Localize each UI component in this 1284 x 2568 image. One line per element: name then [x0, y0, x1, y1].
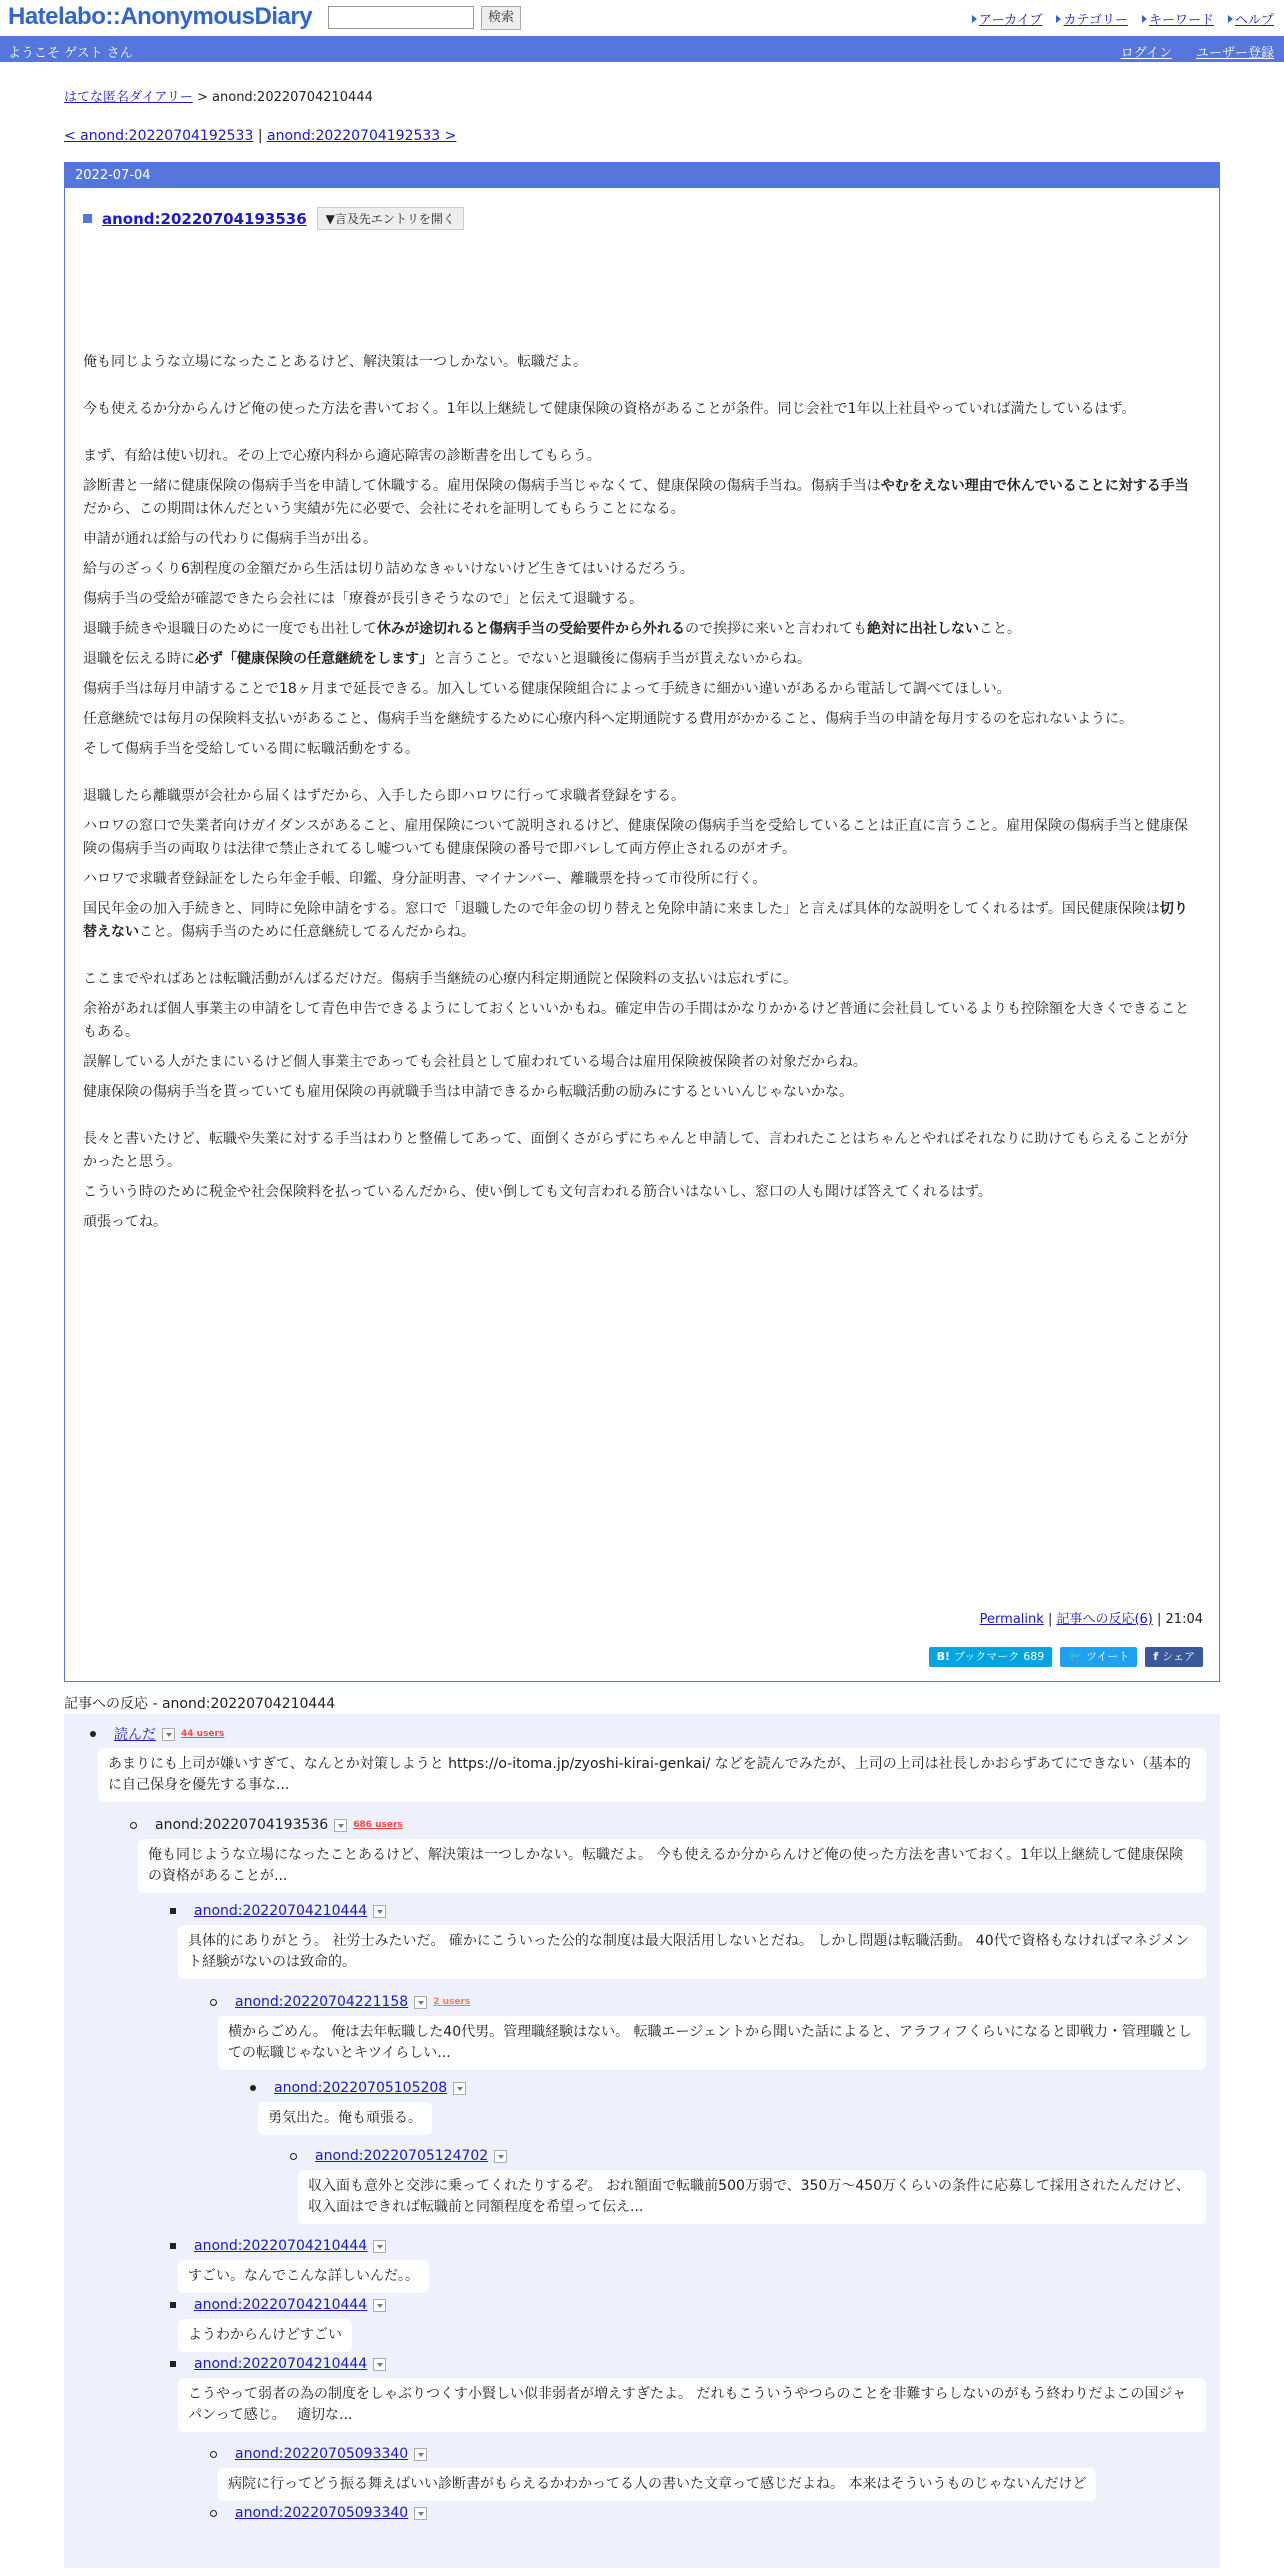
site-logo[interactable]: Hatelabo::AnonymousDiary [8, 3, 313, 30]
reaction-body: 横からごめん。 俺は去年転職した40代男。管理職経験はない。 転職エージェントから聞いた話によると、アラフィフくらいになると即戦力・管理職としての転職じゃないとキツイらしい... [218, 2016, 1206, 2070]
emphasized-text: やむをえない理由で休んでいることに対する手当 [880, 478, 1189, 494]
search-input[interactable] [328, 6, 474, 29]
entry-header [83, 207, 464, 230]
bookmark-users-badge[interactable]: 44 users [181, 1729, 225, 1739]
dropdown-menu-icon[interactable] [373, 2240, 386, 2253]
reactions-header: 記事への反応 - anond:20220704210444 [64, 1693, 1220, 1720]
entry-paragraph [83, 678, 1201, 701]
dropdown-menu-icon[interactable] [334, 1819, 347, 1832]
paragraph-text: まず、有給は使い切れ。その上で心療内科から適応障害の診断書を出してもらう。 [83, 448, 601, 464]
emphasized-text: 絶対に出社しない [867, 621, 979, 637]
breadcrumb-home[interactable]: はてな匿名ダイアリー [64, 90, 193, 105]
paragraph-text: 任意継続では毎月の保険料支払いがあること、傷病手当を継続するために心療内科へ定期通院する費用がかかること、傷病手当の申請を毎月するのを忘れないように。 [83, 711, 1133, 727]
entry-time: 21:04 [1165, 1612, 1203, 1627]
paragraph-text: 頑張ってね。 [83, 1214, 167, 1230]
dropdown-menu-icon[interactable] [162, 1728, 175, 1741]
reaction-item [170, 1901, 1206, 1970]
entry-paragraph [83, 445, 1201, 468]
list-bullet-icon [170, 2302, 176, 2308]
hatena-bookmark-icon: B! [936, 1650, 951, 1663]
reaction-title[interactable]: anond:20220705093340 [235, 2505, 409, 2521]
breadcrumb-current: anond:20220704210444 [212, 90, 373, 105]
nav-category[interactable]: カテゴリー [1056, 9, 1127, 28]
user-bar [0, 36, 1284, 62]
entry-paragraph [83, 558, 1201, 581]
dropdown-menu-icon[interactable] [373, 2299, 386, 2312]
paragraph-text: 申請が通れば給与の代わりに傷病手当が出る。 [83, 531, 377, 547]
dropdown-menu-icon[interactable] [414, 2448, 427, 2461]
dropdown-menu-icon[interactable] [414, 1996, 427, 2009]
paragraph-text: こういう時のために税金や社会保険料を払っているんだから、使い倒しても文句言われる筋合いはないし、窓口の人も聞けば答えてくれるはず。 [83, 1184, 992, 1200]
reactions-tree [64, 1714, 1220, 2568]
list-bullet-icon [210, 1999, 217, 2006]
entry-paragraph [83, 868, 1201, 891]
reaction-title[interactable]: anond:20220705105208 [274, 2080, 448, 2096]
next-entry-link[interactable]: anond:20220704192533 > [267, 128, 457, 144]
reaction-body: 収入面も意外と交渉に乗ってくれたりするぞ。 おれ額面で転職前500万弱で、350万～450万くらいの条件に応募して採用されたんだけど、収入面はできれば転職前と同額程度を希望って伝え... [298, 2170, 1206, 2224]
paragraph-text: 退職したら離職票が会社から届くはずだから、入手したら即ハロワに行って求職者登録をする。 [83, 788, 685, 804]
permalink[interactable]: Permalink [979, 1612, 1044, 1627]
paragraph-text: ハロワの窓口で失業者向けガイダンスがあること、雇用保険について説明されるけど、健康保険の傷病手当を受給していることは正直に言うこと。雇用保険の傷病手当と健康保険の傷病手当の両取りは法律で禁止されてるし嘘ついても健康保険の番号で即バレして両方停止されるのがオチ。 [83, 818, 1189, 857]
reaction-title[interactable]: anond:20220704221158 [235, 1994, 409, 2010]
twitter-bird-icon: 🐦 [1068, 1650, 1082, 1663]
nav-keyword[interactable]: キーワード [1142, 9, 1214, 28]
paragraph-text: ハロワで求職者登録証をしたら年金手帳、印鑑、身分証明書、マイナンバー、離職票を持って市役所に行く。 [83, 871, 767, 887]
reaction-title[interactable]: anond:20220704210444 [194, 2356, 368, 2372]
reaction-body: 俺も同じような立場になったことあるけど、解決策は一つしかない。転職だよ。 今も使えるか分からんけど俺の使った方法を書いておく。1年以上継続して健康保険の資格があることが... [138, 1839, 1206, 1893]
reaction-item [210, 2444, 1206, 2492]
list-bullet-icon [210, 2451, 217, 2458]
entry-footer [980, 1608, 1203, 1627]
entry-paragraph [83, 998, 1201, 1044]
entry-paragraph [83, 898, 1201, 944]
dropdown-menu-icon[interactable] [414, 2507, 427, 2520]
paragraph-text: 余裕があれば個人事業主の申請をして青色申告できるようにしておくといいかもね。確定申告の手間はかなりかかるけど普通に会社員しているよりも控除額を大きくできることもある。 [83, 1001, 1189, 1040]
square-icon [83, 214, 92, 223]
login-link[interactable]: ログイン [1120, 46, 1172, 61]
reaction-body: 病院に行ってどう振る舞えばいい診断書がもらえるかわかってる人の書いた文章って感じだよね。 本来はそういうものじゃないんだけど [218, 2468, 1096, 2501]
reaction-title[interactable]: anond:20220705093340 [235, 2446, 409, 2462]
reaction-body: 具体的にありがとう。 社労士みたいだ。 確かにこういった公的な制度は最大限活用しないとだね。 しかし問題は転職活動。 40代で資格もなければマネジメント経験がないのは致命的。 [178, 1925, 1206, 1979]
hatena-bookmark-count: 689 [1023, 1650, 1045, 1663]
paragraph-text: 誤解している人がたまにいるけど個人事業主であっても会社員として雇われている場合は雇用保険被保険者の対象だからね。 [83, 1054, 867, 1070]
reaction-body: すごい。なんでこんな詳しいんだ。。 [178, 2260, 429, 2293]
share-buttons [929, 1647, 1203, 1667]
entry-paragraph [83, 588, 1201, 611]
paragraph-text: 長々と書いたけど、転職や失業に対する手当はわりと整備してあって、面倒くさがらずにちゃんと申請して、言われたことはちゃんとやればそれなりに助けてもらえることが分かったと思う。 [83, 1131, 1189, 1170]
breadcrumb [64, 86, 373, 105]
reaction-title: anond:20220704193536 [155, 1817, 329, 1833]
emphasized-text: 休みが途切れると傷病手当の受給要件から外れる [377, 621, 685, 637]
nav-help[interactable]: ヘルプ [1228, 9, 1274, 28]
arrow-right-icon [1228, 15, 1233, 23]
dropdown-menu-icon[interactable] [494, 2150, 507, 2163]
entry-paragraph [83, 1128, 1201, 1174]
arrow-right-icon [972, 15, 977, 23]
dropdown-menu-icon[interactable] [373, 1905, 386, 1918]
reaction-body: 勇気出た。俺も頑張る。 [258, 2102, 432, 2135]
list-bullet-icon [170, 1908, 176, 1914]
reaction-item [130, 1815, 1206, 1884]
paragraph-text: 退職手続きや退職日のために一度でも出社して [83, 621, 377, 637]
reaction-item [170, 2354, 1206, 2423]
entry-paragraph [83, 618, 1201, 641]
paragraph-text: 傷病手当は毎月申請することで18ヶ月まで延長できる。加入している健康保険組合によって手続きに細かい違いがあるから電話して調べてほしい。 [83, 681, 1011, 697]
entry-paragraph [83, 1051, 1201, 1074]
register-link[interactable]: ユーザー登録 [1195, 46, 1274, 61]
facebook-share-label: シェア [1162, 1650, 1195, 1663]
reaction-title[interactable]: anond:20220705124702 [315, 2148, 489, 2164]
entry-paragraph [83, 968, 1201, 991]
entry-paragraph [83, 528, 1201, 551]
reaction-body: こうやって弱者の為の制度をしゃぶりつくす小賢しい似非弱者が増えすぎたよ。 だれもこういうやつらのことを非難すらしないのがもう終わりだよこの国ジャパンって感じ。 適切な... [178, 2378, 1206, 2432]
list-bullet-icon [290, 2153, 297, 2160]
dropdown-menu-icon[interactable] [373, 2358, 386, 2371]
paragraph-text: 俺も同じような立場になったことあるけど、解決策は一つしかない。転職だよ。 [83, 354, 587, 370]
entry-paragraph [83, 815, 1201, 861]
arrow-right-icon [1142, 15, 1147, 23]
nav-archive[interactable]: アーカイブ [972, 9, 1043, 28]
reaction-title[interactable]: anond:20220704210444 [194, 2238, 368, 2254]
paragraph-text: だから、この期間は休んだという実績が先に必要で、会社にそれを証明してもらうことになる。 [83, 501, 685, 517]
hatena-bookmark-label: ブックマーク [954, 1650, 1020, 1663]
reactions-link[interactable]: 記事への反応(6) [1056, 1612, 1153, 1627]
prev-next-separator: | [257, 128, 263, 144]
entry-title[interactable]: anond:20220704193536 [102, 209, 307, 228]
welcome-text: ようこそ ゲスト さん [8, 46, 133, 61]
reaction-title[interactable]: 読んだ [114, 1727, 156, 1743]
emphasized-text: 必ず「健康保険の任意継続をします」 [195, 651, 433, 667]
entry-paragraph [83, 785, 1201, 808]
paragraph-text: こと。傷病手当のために任意継続してるんだからね。 [139, 924, 475, 940]
paragraph-text: 退職を伝える時に [83, 651, 195, 667]
reaction-title[interactable]: anond:20220704210444 [194, 2297, 368, 2313]
facebook-share-button[interactable] [1145, 1647, 1203, 1667]
reaction-body: ようわからんけどすごい [178, 2319, 352, 2352]
paragraph-text: 国民年金の加入手続きと、同時に免除申請をする。窓口で「退職したので年金の切り替えと免除申請に来ました」と言えば具体的な説明をしてくれるはず。国民健康保険は [83, 901, 1160, 917]
bookmark-users-badge[interactable]: 686 users [353, 1820, 403, 1830]
entry-paragraph [83, 351, 1201, 374]
paragraph-text: そして傷病手当を受給している間に転職活動をする。 [83, 741, 419, 757]
paragraph-text: 傷病手当の受給が確認できたら会社には「療養が長引きそうなので」と伝えて退職する。 [83, 591, 643, 607]
paragraph-text: 給与のざっくり6割程度の金額だから生活は切り詰めなきゃいけないけど生きてはいけるだろう。 [83, 561, 694, 577]
list-bullet-icon [170, 2243, 176, 2249]
entry-paragraph [83, 398, 1201, 421]
paragraph-text: 健康保険の傷病手当を貰っていても雇用保険の再就職手当は申請できるから転職活動の励みにするといいんじゃないかな。 [83, 1084, 853, 1100]
paragraph-text: と言うこと。でないと退職後に傷病手当が貰えないからね。 [433, 651, 811, 667]
prev-entry-link[interactable]: < anond:20220704192533 [64, 128, 254, 144]
prev-next-nav [64, 128, 456, 144]
emphasized-text: 切り替えない [83, 901, 1188, 940]
header-nav [972, 9, 1274, 28]
paragraph-text: 今も使えるか分からんけど俺の使った方法を書いておく。1年以上継続して健康保険の資格があることが条件。同じ会社で1年以上社員やっていれば満たしているはず。 [83, 401, 1136, 417]
list-bullet-icon [210, 2510, 217, 2517]
breadcrumb-separator: > [196, 90, 208, 105]
list-bullet-icon [130, 1822, 137, 1829]
footer-separator: | [1157, 1612, 1166, 1627]
paragraph-text: こと。 [979, 621, 1021, 637]
reaction-item [250, 2078, 1206, 2126]
entry-paragraph [83, 1181, 1201, 1204]
arrow-right-icon [1056, 15, 1061, 23]
entry-paragraph [83, 475, 1201, 521]
footer-separator: | [1047, 1612, 1057, 1627]
tweet-button[interactable] [1060, 1647, 1137, 1667]
reaction-item [210, 2503, 1206, 2523]
site-header [0, 0, 1284, 36]
reaction-item [290, 2146, 1206, 2215]
reaction-item [90, 1724, 1206, 1793]
search-button[interactable]: 検索 [481, 6, 521, 30]
entry-paragraph [83, 1211, 1201, 1234]
hatena-bookmark-button[interactable] [929, 1647, 1053, 1667]
paragraph-text: 診断書と一緒に健康保険の傷病手当を申請して休職する。雇用保険の傷病手当じゃなくて、健康保険の傷病手当ね。傷病手当は [83, 478, 881, 494]
entry-paragraph [83, 708, 1201, 731]
paragraph-text: ここまでやればあとは転職活動がんばるだけだ。傷病手当継続の心療内科定期通院と保険料の支払いは忘れずに。 [83, 971, 797, 987]
list-bullet-icon [170, 2361, 176, 2367]
entry-box [64, 162, 1220, 1682]
paragraph-text: ので挨拶に来いと言われても [685, 621, 867, 637]
list-bullet-icon [250, 2085, 256, 2091]
bookmark-users-badge[interactable]: 2 users [433, 1997, 471, 2007]
tweet-label: ツイート [1085, 1650, 1130, 1663]
entry-date: 2022-07-04 [65, 163, 1219, 188]
entry-paragraph [83, 738, 1201, 761]
reaction-item [170, 2236, 1206, 2284]
facebook-icon: f [1153, 1650, 1159, 1663]
reaction-item [210, 1992, 1206, 2061]
open-references-button[interactable]: ▼言及先エントリを開く [317, 207, 464, 230]
entry-paragraph [83, 1081, 1201, 1104]
entry-body [83, 351, 1201, 1241]
entry-paragraph [83, 648, 1201, 671]
dropdown-menu-icon[interactable] [453, 2082, 466, 2095]
list-bullet-icon [90, 1731, 96, 1737]
reaction-item [170, 2295, 1206, 2343]
reaction-body: あまりにも上司が嫌いすぎて、なんとか対策しようと https://o-itoma.jp/zyoshi-kirai-genkai/ などを読んでみたが、上司の上司は社長しかおらずあてにできない（基本的に自己保身を優先する事な... [98, 1748, 1206, 1802]
reaction-title[interactable]: anond:20220704210444 [194, 1903, 368, 1919]
